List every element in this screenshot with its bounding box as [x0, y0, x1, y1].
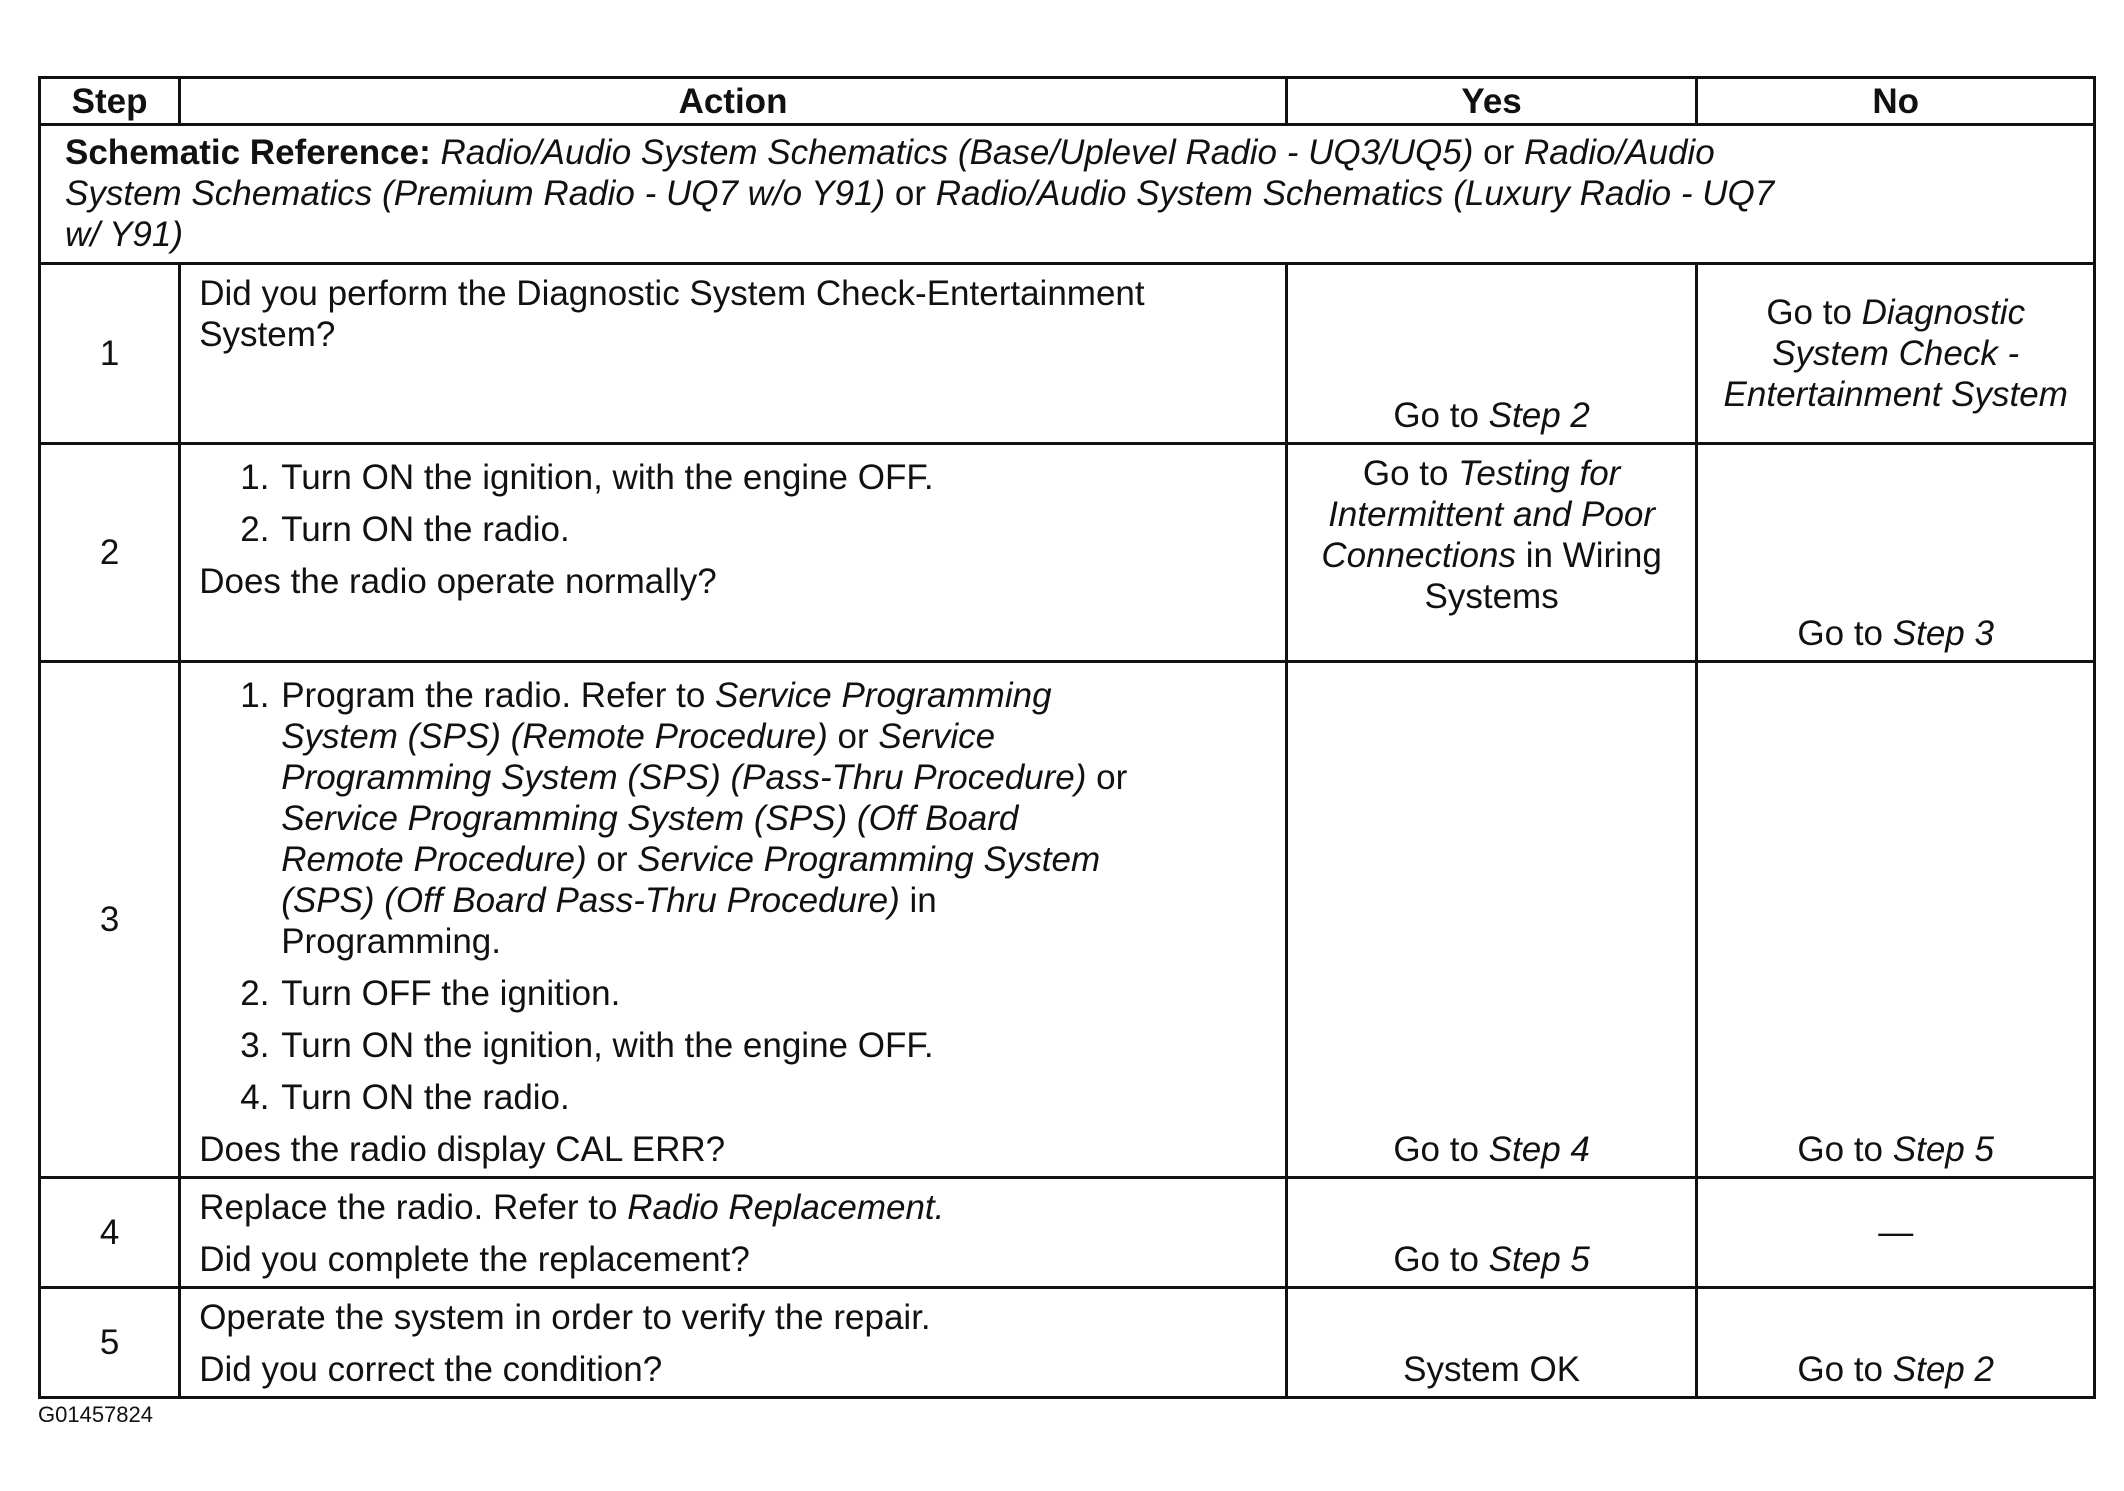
- yes-text: System OK: [1403, 1350, 1581, 1389]
- yes-link-step-2[interactable]: Step 2: [1488, 396, 1590, 435]
- link-radio-replacement[interactable]: Radio Replacement.: [627, 1188, 945, 1227]
- link-sps-off-board-pass-thru[interactable]: Service Programming System (SPS) (Off Board Pass-Thru Procedure): [281, 840, 1101, 920]
- list-item: 1. Turn ON the ignition, with the engine OFF.: [279, 457, 1267, 498]
- link-sps-remote[interactable]: Service Programming System (SPS) (Remote Procedure): [281, 676, 1052, 756]
- yes-prefix: Go to: [1393, 1240, 1479, 1279]
- no-cell: [1697, 264, 2095, 444]
- schematic-reference-cell: [40, 125, 2095, 264]
- no-link-step-2[interactable]: Step 2: [1892, 1350, 1994, 1389]
- table-row-step-5: [40, 1288, 2095, 1398]
- yes-suffix: in Wiring Systems: [1424, 536, 1662, 616]
- schematic-reference-label: Schematic Reference:: [65, 133, 431, 172]
- no-dash: —: [1878, 1213, 1914, 1252]
- step-number: 2: [40, 444, 180, 662]
- step-number: 5: [40, 1288, 180, 1398]
- no-cell: [1697, 1178, 2095, 1288]
- header-action: Action: [180, 78, 1287, 125]
- step-number: 1: [40, 264, 180, 444]
- yes-link-step-5[interactable]: Step 5: [1488, 1240, 1590, 1279]
- yes-cell: [1286, 444, 1697, 662]
- yes-prefix: Go to: [1362, 454, 1449, 493]
- item-text: Program the radio. Refer to: [281, 676, 706, 715]
- action-cell: [180, 1288, 1287, 1398]
- diagnostic-table: [38, 76, 2096, 1399]
- link-sps-pass-thru[interactable]: Service Programming System (SPS) (Pass-Thru Procedure): [281, 717, 1087, 797]
- yes-prefix: Go to: [1393, 396, 1479, 435]
- or-text: or: [894, 174, 927, 213]
- yes-cell: [1286, 662, 1697, 1178]
- question-text: Did you perform the Diagnostic System Check-Entertainment System?: [199, 274, 1145, 354]
- yes-link-testing-intermittent[interactable]: Testing for Intermittent and Poor Connections: [1321, 454, 1656, 575]
- no-prefix: Go to: [1766, 293, 1852, 332]
- item-text: or: [837, 717, 869, 756]
- no-prefix: Go to: [1797, 1130, 1884, 1169]
- action-cell: [180, 662, 1287, 1178]
- question-text: Does the radio display CAL ERR?: [199, 1130, 726, 1169]
- step-number: 3: [40, 662, 180, 1178]
- list-item: 2. Turn OFF the ignition.: [279, 973, 1267, 1014]
- header-no: No: [1697, 78, 2095, 125]
- question-text: Did you correct the condition?: [199, 1350, 663, 1389]
- item-text: in Programming.: [281, 881, 937, 961]
- list-item: [279, 675, 1141, 962]
- action-cell: [180, 444, 1287, 662]
- table-row-step-1: [40, 264, 2095, 444]
- schematic-link-luxury[interactable]: Radio/Audio System Schematics (Luxury Radio - UQ7 w/ Y91): [65, 174, 1775, 254]
- item-text: or: [1096, 758, 1128, 797]
- instruction-text: [199, 1187, 1267, 1228]
- yes-cell: [1286, 264, 1697, 444]
- header-step: Step: [40, 78, 180, 125]
- table-row-step-3: [40, 662, 2095, 1178]
- question-text: Does the radio operate normally?: [199, 562, 717, 601]
- list-item: 3. Turn ON the ignition, with the engine OFF.: [279, 1025, 1267, 1066]
- yes-prefix: Go to: [1393, 1130, 1479, 1169]
- instruction-prefix: Replace the radio. Refer to: [199, 1188, 618, 1227]
- schematic-link-base-uplevel[interactable]: Radio/Audio System Schematics (Base/Uplevel Radio - UQ3/UQ5): [440, 133, 1474, 172]
- yes-cell: [1286, 1178, 1697, 1288]
- no-link-step-3[interactable]: Step 3: [1892, 614, 1994, 653]
- instruction-text: Operate the system in order to verify the repair.: [199, 1298, 931, 1337]
- header-yes: Yes: [1286, 78, 1697, 125]
- schematic-reference-row: [40, 125, 2095, 264]
- no-cell: [1697, 444, 2095, 662]
- no-link-step-5[interactable]: Step 5: [1892, 1130, 1994, 1169]
- list-item: 2. Turn ON the radio.: [279, 509, 1267, 550]
- yes-link-step-4[interactable]: Step 4: [1488, 1130, 1590, 1169]
- no-cell: [1697, 1288, 2095, 1398]
- yes-cell: [1286, 1288, 1697, 1398]
- no-prefix: Go to: [1797, 1350, 1884, 1389]
- figure-id: G01457824: [38, 1402, 153, 1427]
- link-sps-off-board-remote[interactable]: Service Programming System (SPS) (Off Board Remote Procedure): [281, 799, 1019, 879]
- list-item: 4. Turn ON the radio.: [279, 1077, 1267, 1118]
- header-row: [40, 78, 2095, 125]
- or-text: or: [1483, 133, 1515, 172]
- table-row-step-2: [40, 444, 2095, 662]
- question-text: Did you complete the replacement?: [199, 1240, 750, 1279]
- no-cell: [1697, 662, 2095, 1178]
- step-number: 4: [40, 1178, 180, 1288]
- instruction-list: [199, 457, 1267, 550]
- schematic-link-premium[interactable]: Radio/Audio System Schematics (Premium Radio - UQ7 w/o Y91): [65, 133, 1715, 213]
- item-text: or: [596, 840, 628, 879]
- action-cell: [180, 1178, 1287, 1288]
- no-prefix: Go to: [1797, 614, 1884, 653]
- instruction-list: [199, 675, 1267, 1118]
- table-row-step-4: [40, 1178, 2095, 1288]
- action-cell: [180, 264, 1287, 444]
- no-link-diagnostic-system-check[interactable]: Diagnostic System Check - Entertainment System: [1723, 293, 2068, 414]
